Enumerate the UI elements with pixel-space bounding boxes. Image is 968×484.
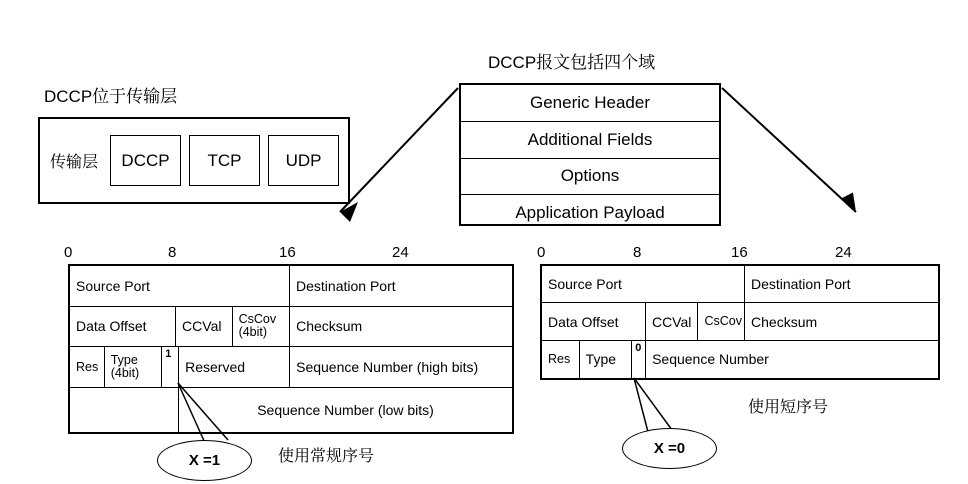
bit-ruler-right [520,244,960,264]
field-data-offset: Data Offset [542,303,646,339]
field-spacer [70,388,179,432]
field-reserved: Reserved [179,347,290,387]
header-row [70,347,512,388]
field-sequence-number-high: Sequence Number (high bits) [296,359,479,376]
callout-x-equals-1: X =1 [157,440,252,481]
header-row [70,307,512,348]
field-sequence-number-low: Sequence Number (low bits) [257,401,434,418]
field-destination-port: Destination Port [750,276,851,293]
field-source-port: Source Port [70,266,290,306]
packet-parts-box [459,83,721,226]
transport-layer-title: DCCP位于传输层 [44,87,178,106]
packet-part-application-payload: Application Payload [515,203,665,223]
transport-layer-label: 传输层 [50,154,99,171]
field-x-bit: 1 [162,347,179,387]
header-row [70,388,512,432]
bit-tick-16: 16 [731,244,748,261]
packet-part-additional-fields: Additional Fields [461,122,719,159]
header-row [542,341,938,378]
bit-tick-0: 0 [537,244,546,261]
header-row [542,303,938,340]
dccp-header-short-sequence [540,264,940,380]
field-type: Type (4bit) [105,347,163,387]
field-data-offset: Data Offset [70,307,176,347]
bit-tick-24: 24 [392,244,409,261]
field-type: Type [580,341,633,378]
caption-long-sequence: 使用常规序号 [278,448,375,465]
field-destination-port: Destination Port [296,277,396,294]
field-cscov: CsCov [698,303,745,339]
packet-part-generic-header: Generic Header [461,85,719,122]
protocol-tcp: TCP [189,135,260,186]
field-res: Res [542,341,580,378]
field-ccval: CCVal [646,303,699,339]
callout-x-equals-0: X =0 [622,428,717,469]
field-ccval: CCVal [176,307,233,347]
bit-tick-16: 16 [279,244,296,261]
field-checksum: Checksum [751,313,818,330]
dccp-header-long-sequence [68,264,514,434]
protocol-dccp: DCCP [110,135,181,186]
protocol-udp: UDP [268,135,339,186]
bit-tick-8: 8 [168,244,177,261]
packet-part-options: Options [461,159,719,196]
bit-tick-24: 24 [835,244,852,261]
caption-short-sequence: 使用短序号 [748,399,829,416]
transport-layer-box [38,117,350,204]
bit-ruler-left [0,244,520,264]
field-sequence-number: Sequence Number [652,351,769,368]
bit-tick-0: 0 [64,244,73,261]
field-checksum: Checksum [296,318,363,335]
packet-parts-title: DCCP报文包括四个域 [488,53,656,72]
field-cscov: CsCov (4bit) [233,307,291,347]
header-row [70,266,512,307]
header-row [542,266,938,303]
field-source-port: Source Port [542,266,745,302]
field-x-bit: 0 [632,341,646,378]
field-res: Res [70,347,105,387]
bit-tick-8: 8 [633,244,642,261]
